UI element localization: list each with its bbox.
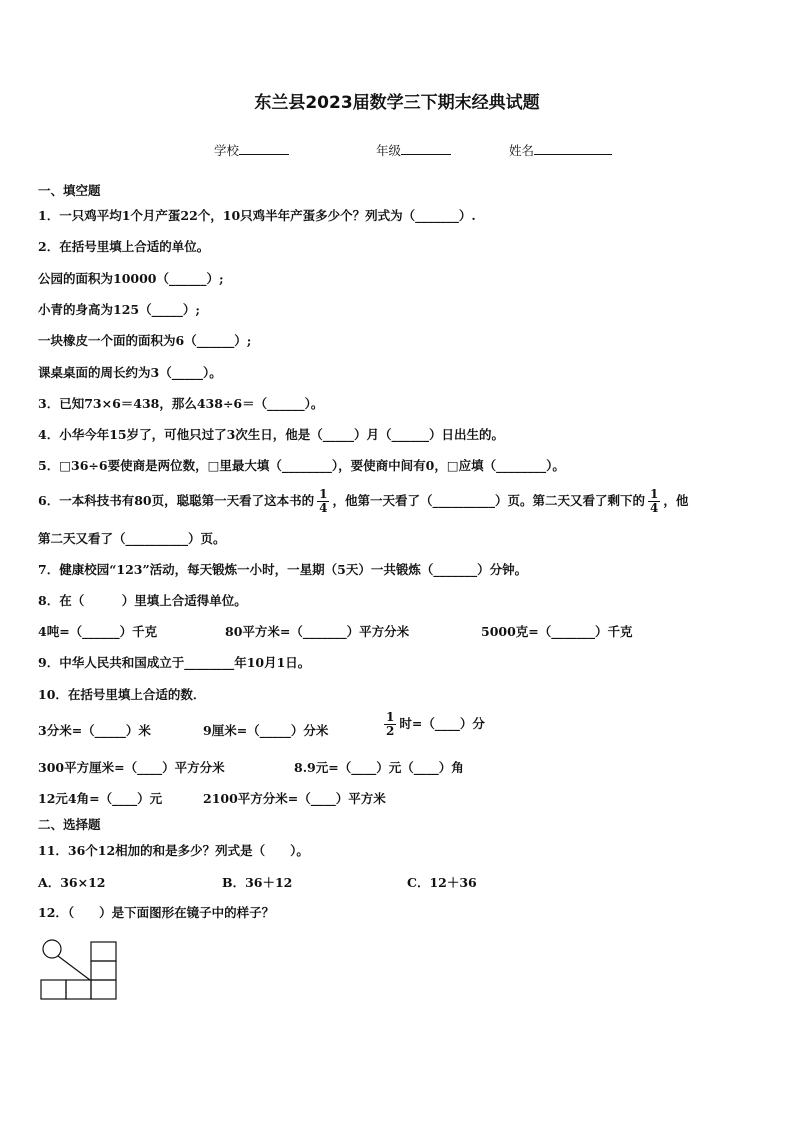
- question-8c: 5000克=（_______）千克: [481, 624, 633, 639]
- question-7: 7．健康校园“123”活动，每天锻炼一小时，一星期（5天）一共锻炼（_______）分钟。: [38, 562, 528, 577]
- question-8b: 80平方米=（_______）平方分米: [225, 624, 410, 639]
- section2-heading: 二、选择题: [38, 817, 101, 832]
- question-1: 1．一只鸡平均1个月产蛋22个，10只鸡半年产蛋多少个？列式为（_______）.: [38, 208, 476, 223]
- question-10c: [384, 709, 485, 739]
- fraction-one-quarter: [317, 488, 329, 515]
- question-10a: 3分米=（_____）米: [38, 723, 151, 738]
- fraction-denominator: 4: [319, 501, 328, 515]
- fraction-numerator: 1: [319, 487, 328, 501]
- question-6-part3: ，他: [663, 493, 689, 508]
- option-11a: A．36×12: [38, 875, 106, 890]
- question-5: 5．□36÷6要使商是两位数，□里最大填（________），要使商中间有0，□应填（________）。: [38, 458, 565, 473]
- question-12: 12．（ ）是下面图形在镜子中的样子？: [38, 905, 275, 920]
- question-8: 8．在（ ）里填上合适得单位。: [38, 593, 247, 608]
- grade-blank: [401, 142, 451, 155]
- question-2b: 小青的身高为125（_____）;: [38, 302, 200, 317]
- option-11c: C．12＋36: [407, 875, 477, 890]
- page-title: 东兰县2023届数学三下期末经典试题: [254, 93, 540, 113]
- question-8a: 4吨=（______）千克: [38, 624, 158, 639]
- question-4: 4．小华今年15岁了，可他只过了3次生日，他是（_____）月（______）日出生的。: [38, 427, 505, 442]
- mirror-figure: [38, 937, 118, 1005]
- school-label: 学校: [214, 143, 240, 158]
- figure-diagonal: [58, 956, 90, 980]
- question-6: [38, 486, 688, 516]
- fraction-one-half: [384, 711, 396, 738]
- question-2a: 公园的面积为10000（______）;: [38, 271, 224, 286]
- question-10e: 8.9元=（____）元（____）角: [294, 760, 464, 775]
- question-10c-text: 时=（____）分: [399, 716, 485, 731]
- figure-square-bottom-3: [91, 980, 116, 999]
- figure-square-bottom-2: [66, 980, 91, 999]
- question-3: 3．已知73×6＝438，那么438÷6＝（______）。: [38, 396, 324, 411]
- fraction-denominator: 4: [649, 501, 659, 515]
- question-6-part1: 6．一本科技书有80页，聪聪第一天看了这本书的: [38, 493, 315, 508]
- question-2c: 一块橡皮一个面的面积为6（______）;: [38, 333, 252, 348]
- question-9: 9．中华人民共和国成立于________年10月1日。: [38, 655, 311, 670]
- section1-heading: 一、填空题: [38, 183, 101, 198]
- fraction-denominator: 2: [386, 724, 395, 738]
- grade-field: [376, 142, 451, 159]
- grade-label: 年级: [376, 143, 402, 158]
- name-label: 姓名: [509, 143, 535, 158]
- question-2: 2．在括号里填上合适的单位。: [38, 239, 210, 254]
- question-6-part2: ，他第一天看了（__________）页。第二天又看了剩下的: [332, 493, 645, 508]
- question-10: 10．在括号里填上合适的数．: [38, 687, 206, 702]
- question-2d: 课桌桌面的周长约为3（_____）。: [38, 365, 222, 380]
- school-blank: [239, 142, 289, 155]
- figure-square-bottom-1: [41, 980, 66, 999]
- school-field: [214, 142, 289, 159]
- block-figure-drawing: [38, 937, 118, 1001]
- fraction-one-quarter-2: [648, 488, 660, 515]
- figure-square-top: [91, 942, 116, 961]
- question-10g: 2100平方分米=（____）平方米: [203, 791, 386, 806]
- question-10b: 9厘米=（_____）分米: [203, 723, 329, 738]
- fraction-numerator: 1: [386, 710, 395, 724]
- question-10f: 12元4角=（____）元: [38, 791, 163, 806]
- figure-square-middle: [91, 961, 116, 980]
- question-11: 11．36个12相加的和是多少？列式是（ ）。: [38, 843, 309, 858]
- name-blank: [534, 142, 612, 155]
- question-6-line2: 第二天又看了（__________）页。: [38, 531, 226, 546]
- name-field: [509, 142, 612, 159]
- figure-circle: [43, 940, 61, 958]
- question-10d: 300平方厘米=（____）平方分米: [38, 760, 225, 775]
- fraction-numerator: 1: [649, 487, 659, 501]
- option-11b: B．36＋12: [222, 875, 293, 890]
